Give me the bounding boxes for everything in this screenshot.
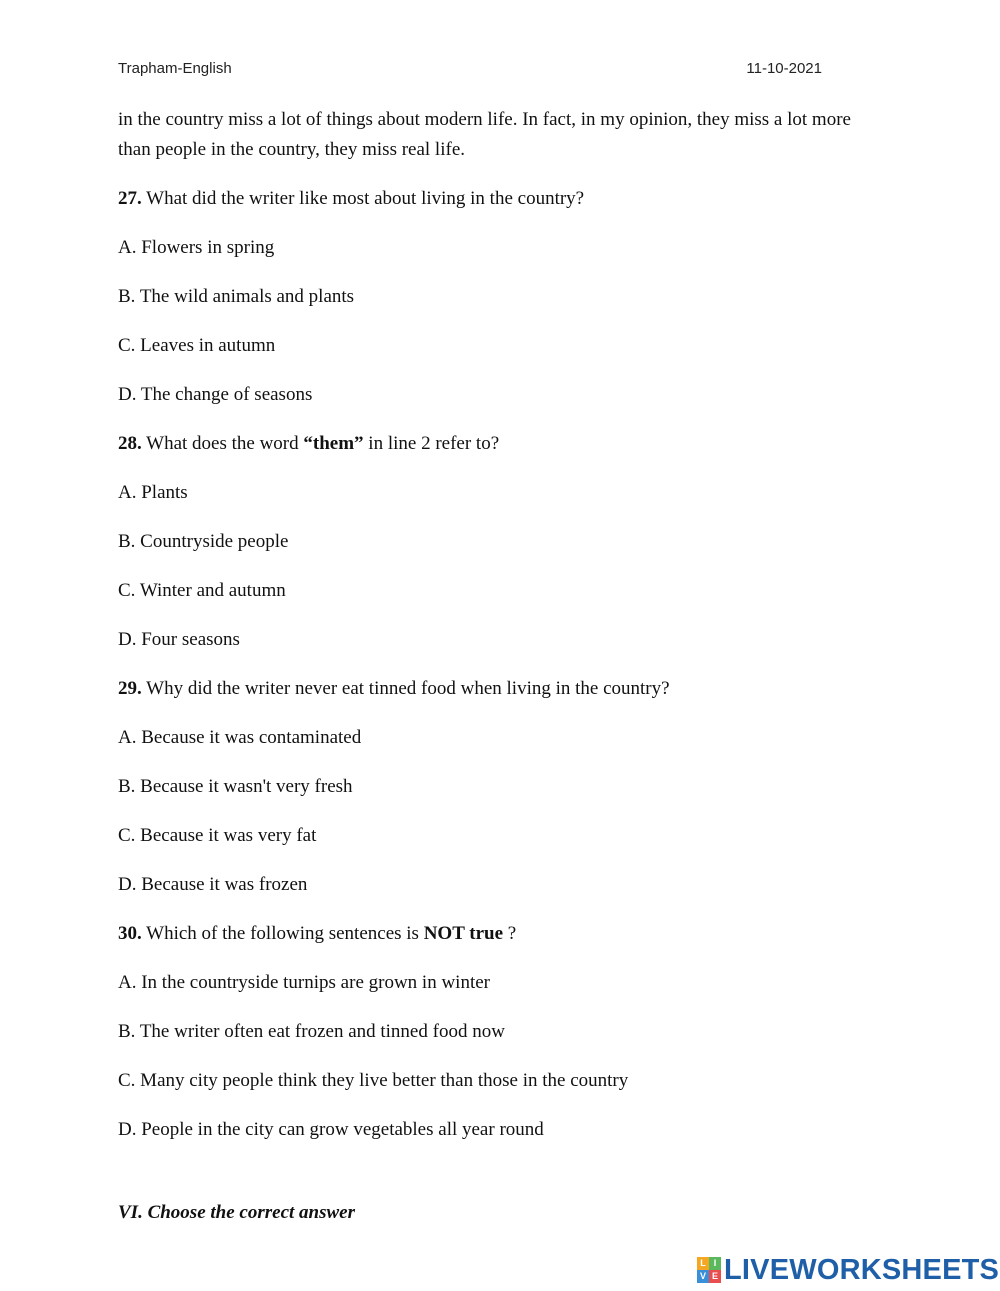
answer-option[interactable]: D. People in the city can grow vegetables all year round [118,1119,544,1140]
answer-option[interactable]: C. Winter and autumn [118,580,286,601]
question-number: 30. [118,923,142,944]
answer-option[interactable]: C. Many city people think they live better than those in the country [118,1070,629,1091]
logo-letter: V [697,1270,709,1283]
passage-line: than people in the country, they miss real life. [118,139,466,160]
page-header [118,60,822,77]
answer-option[interactable]: B. Because it wasn't very fresh [118,776,353,797]
brand-name: LIVEWORKSHEETS [724,1254,1000,1286]
logo-letter: I [709,1257,721,1270]
question-27 [118,184,888,429]
question-prompt [118,184,888,233]
question-prompt [118,919,888,968]
question-text: ? [503,923,517,944]
question-number: 27. [118,188,142,209]
question-text: Which of the following sentences is [141,923,424,944]
answer-option[interactable]: A. In the countryside turnips are grown in winter [118,972,490,993]
question-emphasis: NOT true [423,923,504,944]
question-29 [118,674,888,919]
header-date: 11-10-2021 [746,60,822,77]
liveworksheets-brand [697,1255,999,1285]
answer-option[interactable]: D. The change of seasons [118,384,313,405]
question-text: What does the word [141,433,304,454]
logo-letter: E [709,1270,721,1283]
passage-line: in the country miss a lot of things about modern life. In fact, in my opinion, they miss a lot more [118,109,851,130]
liveworksheets-logo-icon [697,1257,721,1283]
question-number: 29. [118,678,142,699]
question-28 [118,429,888,674]
question-prompt [118,674,888,723]
section-heading: VI. Choose the correct answer [118,1202,355,1223]
answer-option[interactable]: C. Leaves in autumn [118,335,276,356]
question-number: 28. [118,433,142,454]
answer-option[interactable]: D. Because it was frozen [118,874,308,895]
question-text: in line 2 refer to? [363,433,500,454]
question-30 [118,919,888,1164]
worksheet-content [118,105,888,1164]
passage-excerpt [118,105,888,165]
answer-option[interactable]: B. Countryside people [118,531,289,552]
answer-option[interactable]: B. The writer often eat frozen and tinned food now [118,1021,505,1042]
answer-option[interactable]: B. The wild animals and plants [118,286,355,307]
answer-option[interactable]: A. Plants [118,482,188,503]
question-text: Why did the writer never eat tinned food when living in the country? [141,678,670,699]
answer-option[interactable]: D. Four seasons [118,629,240,650]
answer-option[interactable]: C. Because it was very fat [118,825,317,846]
logo-letter: L [697,1257,709,1270]
question-text: What did the writer like most about living in the country? [141,188,585,209]
question-emphasis: “them” [303,433,364,454]
answer-option[interactable]: A. Because it was contaminated [118,727,362,748]
answer-option[interactable]: A. Flowers in spring [118,237,275,258]
question-prompt [118,429,888,478]
header-left: Trapham-English [118,60,232,77]
